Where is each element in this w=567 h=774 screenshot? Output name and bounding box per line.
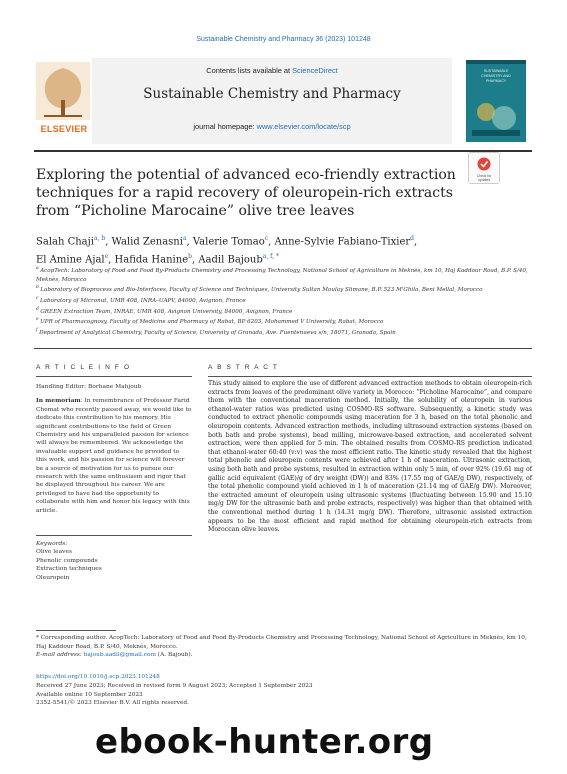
affiliation-marker: f: [36, 328, 40, 334]
author-affiliation-marker[interactable]: a: [182, 235, 187, 242]
affiliation-text: Department of Analytical Chemistry, Faculty of Science, University of Granada, Ave. Fuentenueva s/n, 18071, Granada, Spain: [39, 329, 396, 336]
abstract-heading: A B S T R A C T: [208, 364, 279, 371]
affiliation-text: AcopTech: Laboratory of Food and Food By-Products Chemistry and Processing Technology, National School of Agriculture in Meknès, km 10, Haj Kaddour Road, B.P. S/40, Meknès, Morocco: [36, 267, 528, 283]
section-divider: [34, 348, 532, 349]
keyword: Phenolic compounds: [36, 557, 98, 564]
email-line: [36, 651, 534, 660]
in-memoriam: [36, 397, 192, 515]
svg-text:updates: updates: [477, 178, 491, 182]
affiliation-list: [36, 265, 536, 338]
author-affiliation-marker[interactable]: a, b: [93, 235, 106, 242]
keywords-block: [36, 540, 192, 582]
homepage-prefix: journal homepage:: [193, 122, 257, 131]
svg-text:CHEMISTRY AND: CHEMISTRY AND: [481, 74, 511, 78]
author-affiliation-marker[interactable]: b: [188, 252, 192, 260]
journal-title: Sustainable Chemistry and Pharmacy: [143, 86, 401, 102]
author-name[interactable]: Anne-Sylvie Fabiano-Tixier: [274, 236, 411, 248]
affiliation-marker: e: [36, 317, 41, 323]
author-name[interactable]: Hafida Hanine: [114, 254, 189, 266]
received-dates: Received 27 June 2023; Received in revised form 9 August 2023; Accepted 1 September 2023: [36, 683, 313, 689]
watermark-text: ebook-hunter.org: [95, 722, 434, 762]
author-name[interactable]: Aadil Bajoub: [198, 254, 263, 266]
affiliation-text: GREEN Extraction Team, INRAE, UMR 408, Avignon University, 84000, Avignon, France: [40, 308, 293, 315]
keyword: Olive leaves: [36, 549, 73, 556]
memoriam-label: In memoriam: [36, 397, 81, 405]
affiliation-marker: c: [36, 296, 40, 302]
email-suffix: (A. Bajoub).: [155, 652, 193, 659]
handling-editor: Handling Editor: Borhane Mahjoub: [36, 384, 142, 390]
homepage-link[interactable]: www.elsevier.com/locate/scp: [256, 122, 351, 131]
author-affiliation-marker[interactable]: d: [410, 235, 415, 242]
keywords-rule: [36, 535, 192, 536]
keywords-label: Keywords:: [36, 541, 68, 547]
journal-reference[interactable]: Sustainable Chemistry and Pharmacy 36 (2023) 101248: [196, 36, 371, 43]
author-name[interactable]: Walid Zenasni: [111, 236, 183, 248]
author-name[interactable]: El Amine Ajal: [36, 254, 105, 266]
affiliation-item: [36, 295, 536, 306]
author-affiliation-marker[interactable]: c: [264, 235, 269, 242]
affiliation-marker: b: [36, 285, 41, 291]
svg-text:PHARMACY: PHARMACY: [485, 79, 507, 83]
author-affiliation-marker[interactable]: a, f, *: [262, 252, 279, 260]
affiliation-item: [36, 265, 536, 284]
affiliation-marker: a: [36, 266, 41, 271]
affiliation-item: [36, 327, 536, 338]
keyword: Extraction techniques: [36, 566, 102, 573]
contents-line: [92, 66, 452, 75]
affiliation-item: [36, 316, 536, 327]
affiliation-item: [36, 306, 536, 317]
homepage-line: [92, 122, 452, 131]
copyright: 2352-5541/© 2023 Elsevier B.V. All rights reserved.: [36, 700, 189, 707]
corresponding-author: * Corresponding author. AcopTech: Laboratory of Food and Food By-Products Chemistry and Processing Technology, National School of Agriculture in Meknès, km 10, Haj Kaddour Road, B.P. S/40, Meknès, Morocco.: [36, 635, 527, 650]
check-for-updates-badge[interactable]: [468, 152, 500, 184]
affiliation-text: Laboratory of Micronut, UMR 408, INRA–UAPV, 84000, Avignon, France: [39, 297, 246, 304]
footnote-rule: [36, 630, 116, 631]
journal-cover-thumbnail[interactable]: [466, 60, 526, 142]
affiliation-item: [36, 284, 536, 295]
header-divider: [34, 150, 532, 152]
affiliation-text: UPR of Pharmacognosy, Faculty of Medicine and Pharmacy of Rabat, BP 6203, Mohammed V University, Rabat, Morocco: [40, 319, 384, 326]
affiliation-marker: d: [36, 306, 41, 312]
article-title: Exploring the potential of advanced eco-friendly extraction techniques for a rapid recovery of oleuropein-rich extracts from “Picholine Marocaine” olive tree leaves: [36, 167, 456, 219]
check-updates-icon: [469, 153, 499, 183]
publisher-name: ELSEVIER: [40, 124, 88, 134]
author-affiliation-marker[interactable]: e: [104, 252, 109, 260]
email-link[interactable]: bajoub.aadil@gmail.com: [83, 652, 156, 659]
author-name[interactable]: Salah Chaji: [36, 236, 94, 248]
keyword: Oleuropein: [36, 574, 70, 581]
abstract-text: This study aimed to explore the use of different advanced extraction methods to obtain oleuropein-rich extracts from leaves of the predominant olive variety in Morocco: “Picholine Marocaine”, and compare them with the conventional maceration method. Initially, the solubility of oleuropein in various ethanol-water ratios was predicted using COSMO-RS software. Subsequently, a kinetic study was conducted to extract phenolic compounds using maceration for 3 h, based on the total phenolic and oleuropein contents. Advanced extraction methods, including ultrasound extraction systems (based on both bath and probe systems), bead milling, microwave-based extraction, and accelerated solvent extraction, were then applied for 5 min. The obtained results from COSMO-RS prediction indicated that ethanol-water 60:40 (v:v) was the most efficient ratio. The kinetic study revealed that the highest total phenolic and oleuropein contents were achieved after 1 h of maceration. Ultrasonic extraction, using both bath and probe systems, resulted in extraction within only 5 min, of over 92% (19.61 mg of gallic acid equivalent (GAE)/g of dry weight (DW)) and 83% (17.55 mg of GAE/g DW), respectively, of the total phenolic compound yield achieved in 1 h of maceration (21.14 mg of GAE/g DW). Moreover, the extracted amount of oleuropein using ultrasonic systems (fluctuating between 15.90 and 15.10 mg/g DW for the ultrasonic bath and probe extracts, respectively) was higher than that obtained with the conventional method during 1 h (14.31 mg/g DW). Therefore, ultrasonic assisted extraction appears to be the most efficient and rapid method for obtaining oleuropein-rich extracts from Moroccan olive leaves.: [208, 380, 532, 534]
memoriam-text: : In remembrance of Professor Farid Chemat who recently passed away, we would like to dedicate this contribution to his memory. His significant contributions to the field of Green Chemistry and his unparalleled passion for science will always be remembered. We acknowledge the invaluable support and guidance he provided to this work, and his passion for science will forever be a source of motivation for us to pursue our research with the same enthusiasm and rigor that he displayed throughout his career. We are privileged to have had the opportunity to collaborate with him and honor his legacy with this article.: [36, 398, 192, 514]
article-info-heading: A R T I C L E I N F O: [36, 364, 131, 371]
publication-dates: [36, 682, 534, 708]
abstract-rule: [208, 376, 532, 377]
footnote: [36, 634, 534, 660]
sciencedirect-link[interactable]: ScienceDirect: [292, 66, 338, 75]
contents-prefix: Contents lists available at: [206, 66, 293, 75]
svg-text:SUSTAINABLE: SUSTAINABLE: [483, 69, 509, 73]
article-info: [36, 383, 192, 521]
info-rule: [36, 376, 192, 377]
author-name[interactable]: Valerie Tomao: [192, 236, 265, 248]
affiliation-text: Laboratory of Bioprocess and Bio-Interfaces, Faculty of Science and Techniques, University Sultan Moulay Slimane, B.P. 523 M'Ghila, Beni Mellal, Morocco: [40, 287, 483, 294]
author-list: Salah Chaji$^{a, b}$, Walid Zenasni$^a$, Valerie Tomao$^c$, Anne-Sylvie Fabiano-Tixier$^d$, El Amine Ajal$^e$, Hafida Hanine$^b$, Aadil Bajoub$^{a, f, *}$: [36, 235, 418, 266]
email-label: E-mail address:: [36, 652, 84, 659]
svg-text:Check for: Check for: [476, 174, 492, 178]
doi-link[interactable]: https://doi.org/10.1016/j.scp.2023.101248: [36, 674, 160, 680]
online-date: Available online 10 September 2023: [36, 691, 143, 698]
